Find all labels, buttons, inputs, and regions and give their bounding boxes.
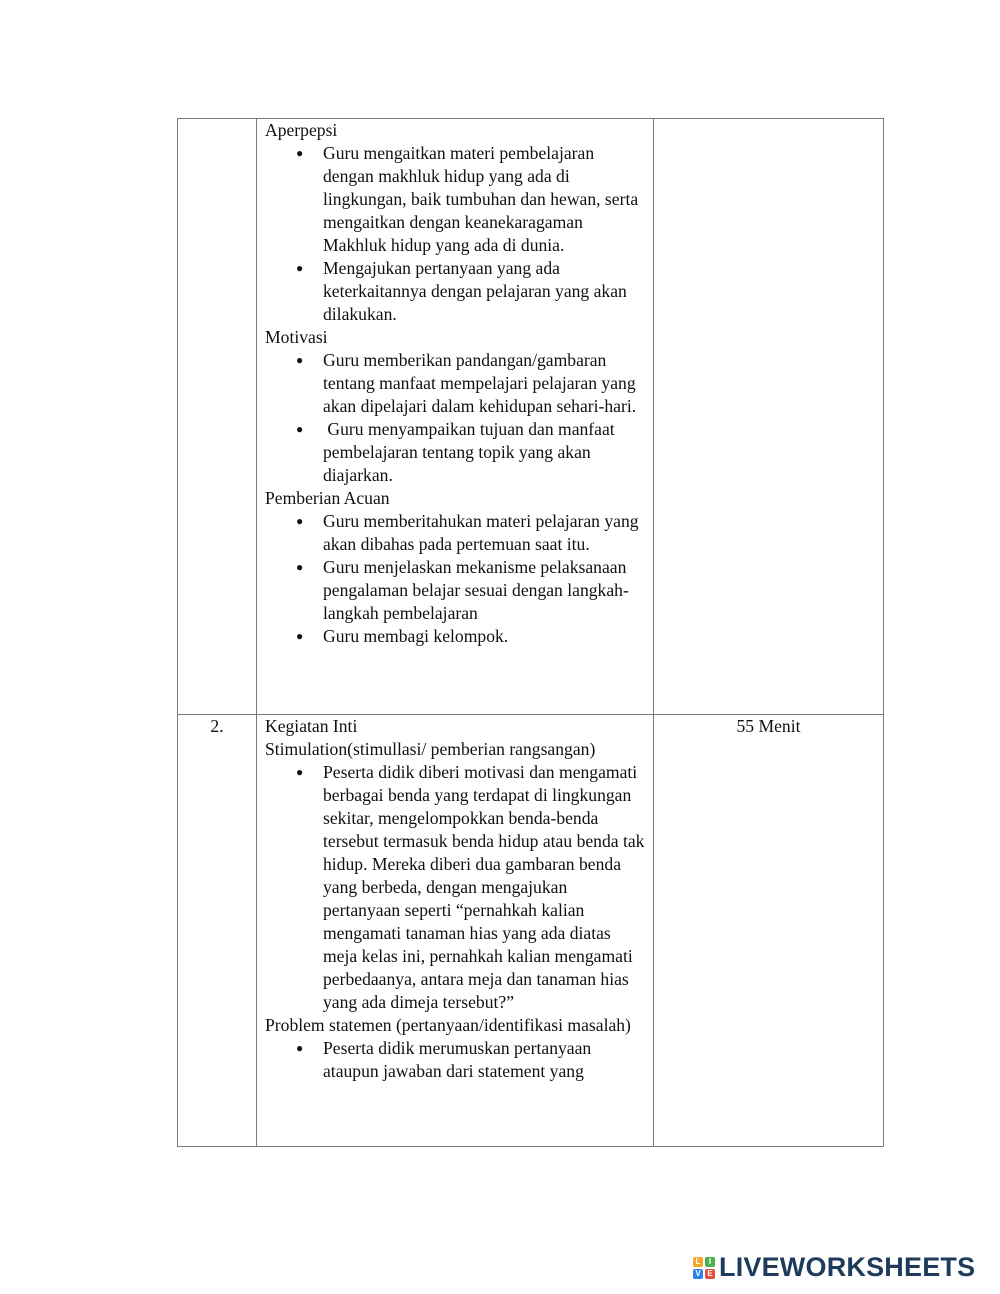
row-number-cell: 2.	[178, 715, 257, 1147]
bullet-icon: ●	[296, 560, 304, 574]
table-row	[178, 119, 884, 715]
section-heading: Pemberian Acuan	[265, 488, 390, 508]
list-item: ● Guru menyampaikan tujuan dan manfaat pembelajaran tentang topik yang akan diajarkan.	[296, 419, 620, 485]
logo-tile: I	[705, 1257, 715, 1267]
bullet-icon: ●	[296, 629, 304, 643]
list-item: ● Guru memberitahukan materi pelajaran yang akan dibahas pada pertemuan saat itu.	[296, 511, 639, 554]
activity-cell	[257, 715, 654, 1147]
logo-tile: L	[693, 1257, 703, 1267]
section-heading: Problem statemen (pertanyaan/identifikasi masalah)	[265, 1015, 631, 1035]
section-heading: Aperpepsi	[265, 120, 338, 140]
list-item: ● Guru memberikan pandangan/gambaran tentang manfaat mempelajari pelajaran yang akan dipelajari dalam kehidupan sehari-hari.	[296, 350, 637, 416]
activity-cell	[257, 119, 654, 715]
table-row	[178, 715, 884, 1147]
bullet-icon: ●	[296, 1041, 304, 1055]
section-motivasi	[265, 326, 653, 487]
section-problem-statement	[265, 1014, 653, 1083]
bullet-icon: ●	[296, 146, 304, 160]
list-item: ● Peserta didik merumuskan pertanyaan ataupun jawaban dari statement yang	[296, 1038, 592, 1081]
logo-tile: V	[693, 1269, 703, 1279]
row-number-cell	[178, 119, 257, 715]
section-heading: Motivasi	[265, 327, 328, 347]
bullet-icon: ●	[296, 514, 304, 528]
bullet-icon: ●	[296, 765, 304, 779]
logo-tile: E	[705, 1269, 715, 1279]
bullet-icon: ●	[296, 422, 304, 436]
section-stimulation	[265, 738, 653, 1014]
lesson-plan-table	[177, 118, 884, 1147]
list-item: ● Peserta didik diberi motivasi dan mengamati berbagai benda yang terdapat di lingkungan sekitar, mengelompokkan benda-benda tersebut termasuk benda hidup atau benda tak hidup. Mereka diberi dua gambaran benda yang berbeda, dengan mengajukan pertanyaan seperti “pernahkah kalian mengamati tanaman hias yang ada diatas meja kelas ini, pernahkah kalian mengamati perbedaanya, antara meja dan tanaman hias yang ada dimeja tersebut?”	[296, 762, 645, 1012]
bullet-icon: ●	[296, 261, 304, 275]
logo-tiles-icon	[693, 1257, 715, 1279]
section-aperpepsi	[265, 119, 653, 326]
list-item: ● Guru mengaitkan materi pembelajaran dengan makhluk hidup yang ada di lingkungan, baik tumbuhan dan hewan, serta mengaitkan dengan keanekaragaman Makhluk hidup yang ada di dunia.	[296, 143, 639, 255]
time-cell	[654, 119, 884, 715]
time-cell: 55 Menit	[654, 715, 884, 1147]
bullet-icon: ●	[296, 353, 304, 367]
liveworksheets-logo	[693, 1252, 976, 1282]
list-item: ● Guru menjelaskan mekanisme pelaksanaan pengalaman belajar sesuai dengan langkah-langkah pembelajaran	[296, 557, 629, 623]
activity-title: Kegiatan Inti	[265, 716, 358, 736]
section-heading: Stimulation(stimullasi/ pemberian rangsangan)	[265, 739, 596, 759]
list-item: ● Guru membagi kelompok.	[296, 626, 509, 646]
section-pemberian-acuan	[265, 487, 653, 648]
logo-wordmark: LIVEWORKSHEETS	[719, 1252, 976, 1282]
list-item: ● Mengajukan pertanyaan yang ada keterkaitannya dengan pelajaran yang akan dilakukan.	[296, 258, 627, 324]
